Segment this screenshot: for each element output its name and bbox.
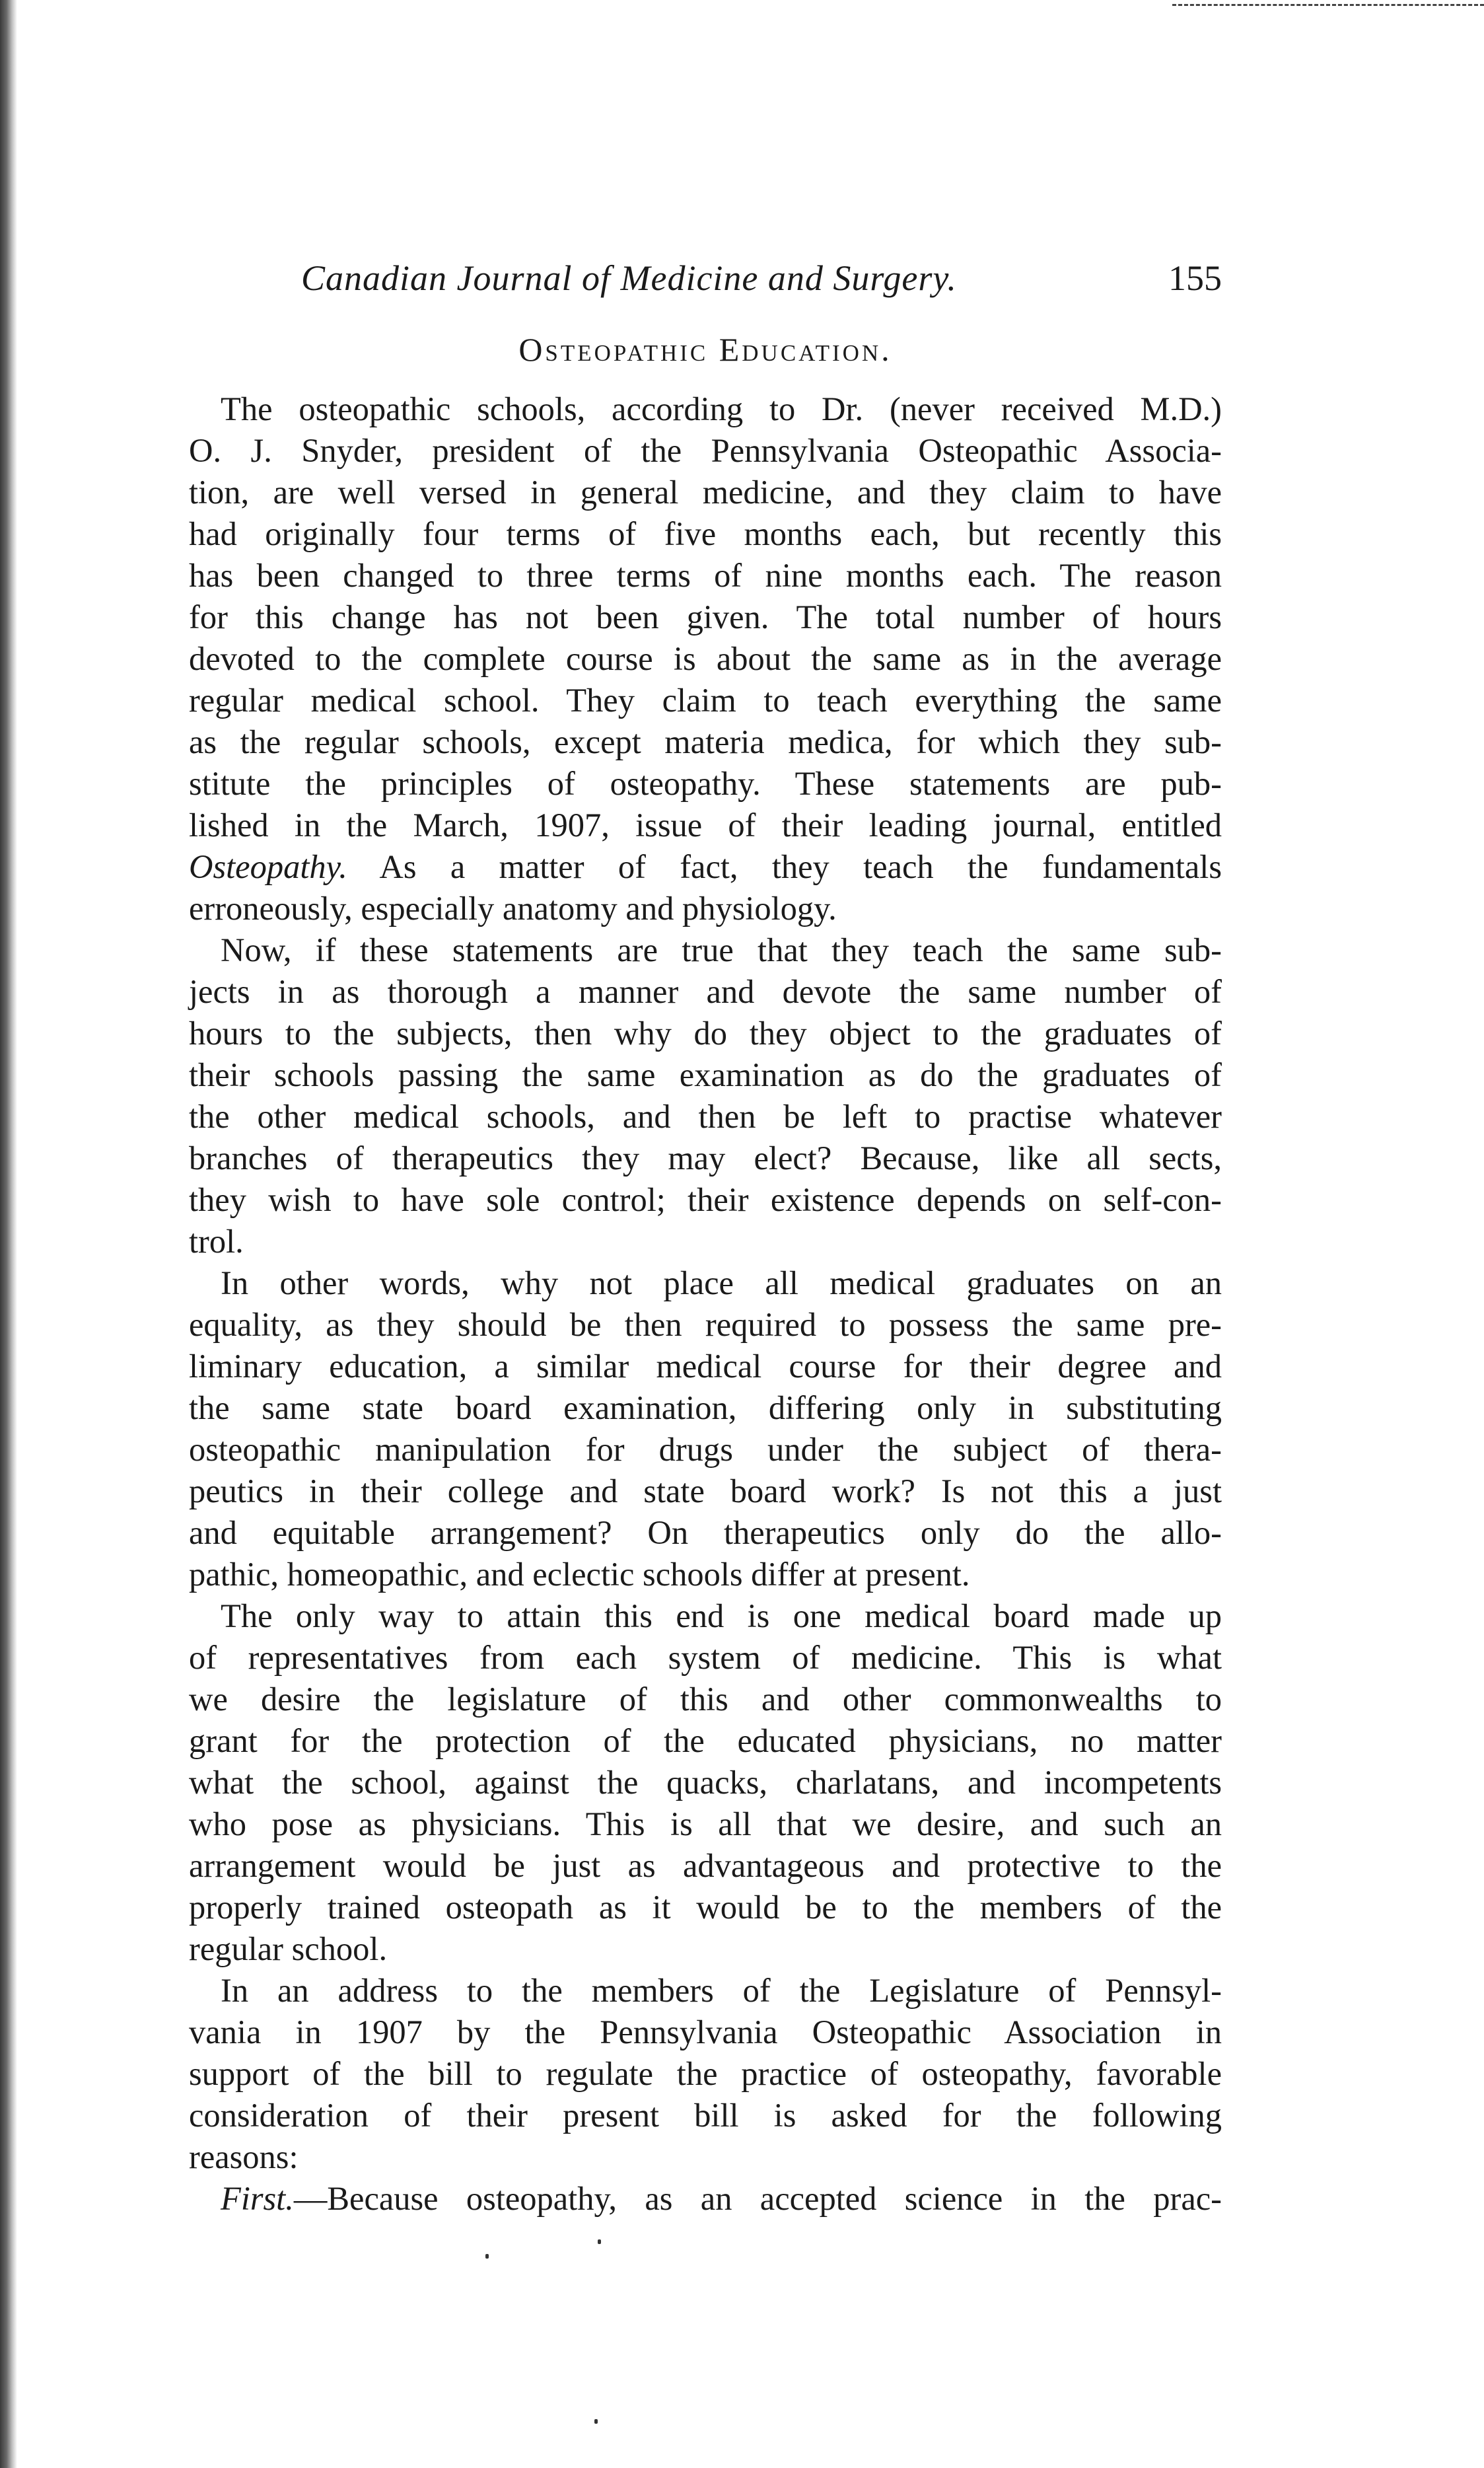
scan-speck [594, 2419, 598, 2424]
text-line: peutics in their college and state board work? Is not this a just [189, 1472, 1222, 1509]
text-line: vania in 1907 by the Pennsylvania Osteopathic Association in [189, 2014, 1222, 2051]
text-line: The osteopathic schools, according to Dr. (never received M.D.) [221, 390, 1222, 427]
text-line-with-italic [189, 2178, 1222, 2220]
journal-title-italic: Osteopathy. [189, 848, 347, 885]
page-header [189, 258, 1222, 304]
text-line: their schools passing the same examination as do the graduates of [189, 1056, 1222, 1093]
text-line: support of the bill to regulate the practice of osteopathy, favorable [189, 2055, 1222, 2092]
section-title: Osteopathic Education. [518, 331, 892, 368]
text-line: devoted to the complete course is about the same as in the average [189, 640, 1222, 677]
text-line: as the regular schools, except materia medica, for which they sub- [189, 723, 1222, 760]
text-line: The only way to attain this end is one medical board made up [221, 1597, 1222, 1634]
text-line: In other words, why not place all medical graduates on an [221, 1264, 1222, 1301]
scan-speck [485, 2254, 489, 2259]
text-line: what the school, against the quacks, charlatans, and incompetents [189, 1764, 1222, 1801]
text-line: In an address to the members of the Legislature of Pennsyl- [221, 1972, 1222, 2009]
text-line: branches of therapeutics they may elect? Because, like all sects, [189, 1140, 1222, 1177]
text-line: erroneously, especially anatomy and physiology. [189, 890, 837, 927]
text-line: pathic, homeopathic, and eclectic schools differ at present. [189, 1556, 970, 1593]
text-line: and equitable arrangement? On therapeutics only do the allo- [189, 1514, 1222, 1551]
text-line: reasons: [189, 2138, 299, 2175]
text-line: liminary education, a similar medical course for their degree and [189, 1348, 1222, 1385]
text-line-with-italic [189, 846, 1222, 888]
text-fragment: As a matter of fact, they teach the fundamentals [347, 848, 1222, 885]
running-title: Canadian Journal of Medicine and Surgery. [301, 258, 957, 298]
text-line: stitute the principles of osteopathy. These statements are pub- [189, 765, 1222, 802]
text-line: they wish to have sole control; their existence depends on self-con- [189, 1181, 1222, 1218]
text-line: regular medical school. They claim to teach everything the same [189, 682, 1222, 719]
text-line: jects in as thorough a manner and devote the same number of [189, 973, 1222, 1010]
text-line: trol. [189, 1223, 244, 1260]
text-line: Now, if these statements are true that they teach the same sub- [221, 931, 1222, 968]
text-line: had originally four terms of five months each, but recently this [189, 515, 1222, 552]
top-dashed-rule [1172, 4, 1484, 6]
text-line: lished in the March, 1907, issue of their leading journal, entitled [189, 807, 1222, 844]
text-line: regular school. [189, 1930, 388, 1967]
text-line: equality, as they should be then required to possess the same pre- [189, 1306, 1222, 1343]
article-body [189, 388, 1222, 2220]
text-line: of representatives from each system of medicine. This is what [189, 1639, 1222, 1676]
scan-speck [598, 2239, 601, 2244]
paragraph-1 [189, 388, 1222, 929]
text-line: has been changed to three terms of nine months each. The reason [189, 557, 1222, 594]
paragraph-3 [189, 1262, 1222, 1595]
paragraph-2 [189, 929, 1222, 1262]
text-fragment: —Because osteopathy, as an accepted science in the prac- [293, 2180, 1222, 2217]
text-line: hours to the subjects, then why do they object to the graduates of [189, 1015, 1222, 1052]
text-line: tion, are well versed in general medicine, and they claim to have [189, 474, 1222, 511]
enumeration-italic: First. [221, 2180, 294, 2217]
paragraph-6 [189, 2178, 1222, 2220]
text-line: consideration of their present bill is asked for the following [189, 2097, 1222, 2134]
text-line: osteopathic manipulation for drugs under the subject of thera- [189, 1431, 1222, 1468]
paragraph-5 [189, 1970, 1222, 2178]
binding-edge [0, 0, 17, 2468]
text-line: grant for the protection of the educated physicians, no matter [189, 1722, 1222, 1759]
text-line: properly trained osteopath as it would be to the members of the [189, 1889, 1222, 1926]
text-line: the same state board examination, differing only in substituting [189, 1389, 1222, 1426]
text-line: O. J. Snyder, president of the Pennsylvania Osteopathic Associa- [189, 432, 1222, 469]
text-line: who pose as physicians. This is all that we desire, and such an [189, 1805, 1222, 1842]
text-line: the other medical schools, and then be left to practise whatever [189, 1098, 1222, 1135]
text-line: arrangement would be just as advantageous and protective to the [189, 1847, 1222, 1884]
paragraph-4 [189, 1595, 1222, 1970]
text-line: for this change has not been given. The total number of hours [189, 599, 1222, 635]
text-line: we desire the legislature of this and other commonwealths to [189, 1681, 1222, 1718]
page-number: 155 [1168, 258, 1222, 298]
